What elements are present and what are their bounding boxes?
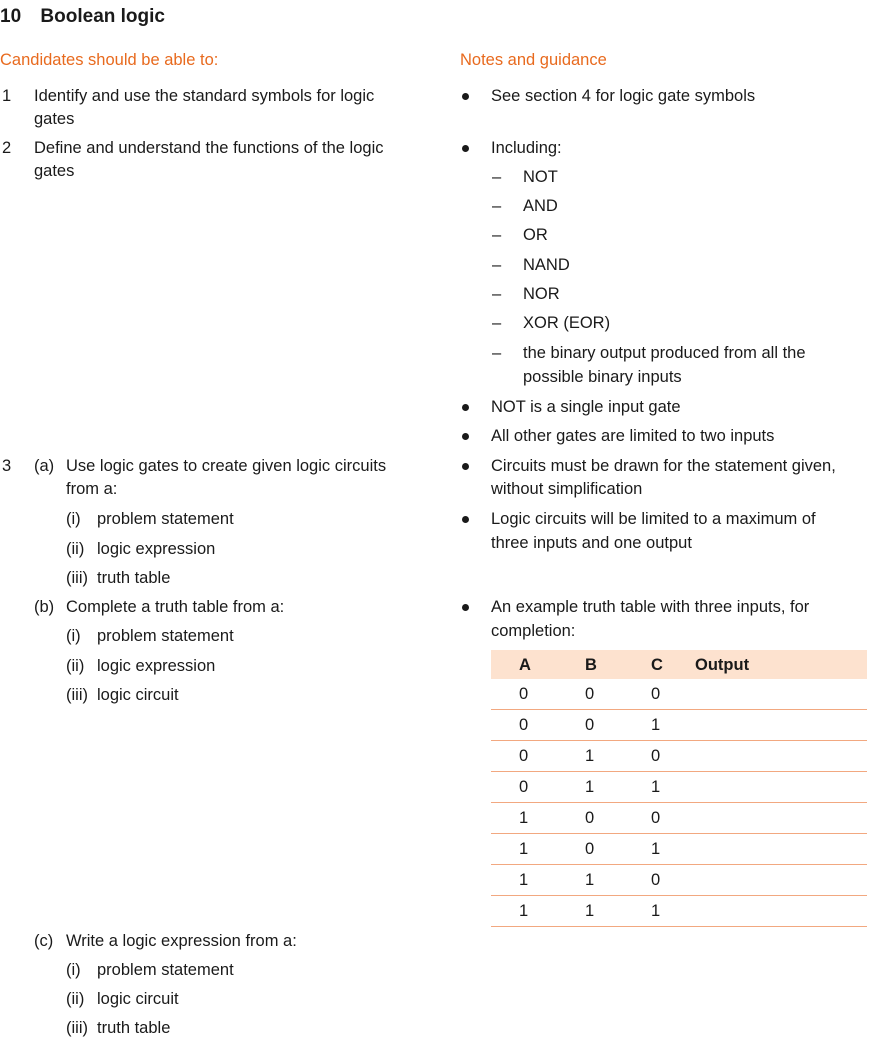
note-text: All other gates are limited to two inputs bbox=[491, 427, 775, 445]
bullet-icon bbox=[462, 516, 469, 523]
dash-icon: – bbox=[492, 344, 502, 362]
dash-icon: – bbox=[492, 226, 502, 244]
sub-item-label: (b) bbox=[34, 598, 55, 616]
gate-item: NOR bbox=[523, 285, 560, 303]
sub-sub-label: (i) bbox=[66, 961, 81, 979]
sub-item-text: from a: bbox=[66, 480, 118, 498]
header-cell: A bbox=[491, 650, 557, 679]
note-text: Logic circuits will be limited to a maximum of bbox=[491, 510, 816, 528]
objective-text-line: Define and understand the functions of the logic bbox=[34, 139, 384, 157]
table-row bbox=[491, 803, 867, 834]
sub-sub-label: (iii) bbox=[66, 686, 88, 704]
objective-text-line: Identify and use the standard symbols for logic bbox=[34, 87, 375, 105]
left-column-heading: Candidates should be able to: bbox=[0, 51, 219, 69]
output-cell bbox=[673, 710, 867, 741]
sub-sub-text: problem statement bbox=[97, 961, 234, 979]
gate-item: the binary output produced from all the bbox=[523, 344, 806, 362]
dash-icon: – bbox=[492, 197, 502, 215]
table-cell: 1 bbox=[623, 772, 673, 803]
objective-text-line: gates bbox=[34, 110, 75, 128]
table-cell: 1 bbox=[623, 710, 673, 741]
table-cell: 0 bbox=[557, 710, 623, 741]
sub-sub-label: (ii) bbox=[66, 540, 85, 558]
right-column-heading: Notes and guidance bbox=[460, 51, 607, 69]
output-cell bbox=[673, 679, 867, 710]
gate-item: AND bbox=[523, 197, 558, 215]
note-text: completion: bbox=[491, 622, 576, 640]
table-cell: 1 bbox=[557, 772, 623, 803]
section-title-text: Boolean logic bbox=[40, 6, 165, 27]
truth-table bbox=[491, 650, 867, 927]
output-cell bbox=[673, 896, 867, 927]
table-cell: 0 bbox=[623, 679, 673, 710]
table-cell: 1 bbox=[557, 865, 623, 896]
note-text: An example truth table with three inputs, for bbox=[491, 598, 810, 616]
table-cell: 0 bbox=[491, 679, 557, 710]
table-cell: 1 bbox=[491, 865, 557, 896]
table-row bbox=[491, 772, 867, 803]
table-cell: 1 bbox=[623, 896, 673, 927]
sub-sub-text: logic expression bbox=[97, 657, 216, 675]
dash-icon: – bbox=[492, 168, 502, 186]
table-cell: 1 bbox=[557, 896, 623, 927]
note-text: without simplification bbox=[491, 480, 643, 498]
table-cell: 0 bbox=[557, 834, 623, 865]
sub-sub-text: logic circuit bbox=[97, 686, 179, 704]
bullet-icon bbox=[462, 145, 469, 152]
table-cell: 0 bbox=[557, 679, 623, 710]
table-cell: 0 bbox=[557, 803, 623, 834]
truth-table-header-row bbox=[491, 650, 867, 679]
sub-sub-label: (ii) bbox=[66, 990, 85, 1008]
sub-sub-text: logic expression bbox=[97, 540, 216, 558]
output-cell bbox=[673, 834, 867, 865]
sub-sub-text: logic circuit bbox=[97, 990, 179, 1008]
objective-number: 1 bbox=[2, 87, 12, 105]
bullet-icon bbox=[462, 463, 469, 470]
note-text: Circuits must be drawn for the statement given, bbox=[491, 457, 836, 475]
table-row bbox=[491, 741, 867, 772]
gate-item: possible binary inputs bbox=[523, 368, 682, 386]
section-title bbox=[0, 5, 165, 29]
table-row bbox=[491, 896, 867, 927]
output-cell bbox=[673, 741, 867, 772]
gate-item: NOT bbox=[523, 168, 558, 186]
header-cell: C bbox=[623, 650, 673, 679]
note-text: See section 4 for logic gate symbols bbox=[491, 87, 756, 105]
table-row bbox=[491, 679, 867, 710]
section-number: 10 bbox=[0, 6, 22, 27]
table-cell: 0 bbox=[623, 741, 673, 772]
objective-number: 3 bbox=[2, 457, 12, 475]
sub-sub-text: problem statement bbox=[97, 510, 234, 528]
sub-sub-label: (i) bbox=[66, 510, 81, 528]
output-cell bbox=[673, 772, 867, 803]
sub-sub-label: (iii) bbox=[66, 569, 88, 587]
sub-item-text: Use logic gates to create given logic circuits bbox=[66, 457, 387, 475]
table-cell: 0 bbox=[623, 865, 673, 896]
note-text: three inputs and one output bbox=[491, 534, 692, 552]
table-cell: 0 bbox=[491, 710, 557, 741]
bullet-icon bbox=[462, 93, 469, 100]
sub-sub-text: truth table bbox=[97, 1019, 171, 1037]
sub-item-text: Complete a truth table from a: bbox=[66, 598, 285, 616]
bullet-icon bbox=[462, 404, 469, 411]
gate-item: NAND bbox=[523, 256, 570, 274]
table-row bbox=[491, 865, 867, 896]
table-row bbox=[491, 834, 867, 865]
sub-item-text: Write a logic expression from a: bbox=[66, 932, 297, 950]
dash-icon: – bbox=[492, 285, 502, 303]
sub-sub-text: problem statement bbox=[97, 627, 234, 645]
header-cell: B bbox=[557, 650, 623, 679]
sub-sub-label: (iii) bbox=[66, 1019, 88, 1037]
note-text: Including: bbox=[491, 139, 562, 157]
header-cell: Output bbox=[673, 650, 867, 679]
table-cell: 0 bbox=[491, 741, 557, 772]
sub-sub-label: (ii) bbox=[66, 657, 85, 675]
objective-text-line: gates bbox=[34, 162, 75, 180]
table-cell: 1 bbox=[491, 896, 557, 927]
sub-item-label: (c) bbox=[34, 932, 54, 950]
output-cell bbox=[673, 803, 867, 834]
sub-sub-label: (i) bbox=[66, 627, 81, 645]
table-cell: 1 bbox=[491, 834, 557, 865]
sub-item-label: (a) bbox=[34, 457, 55, 475]
output-cell bbox=[673, 865, 867, 896]
table-cell: 1 bbox=[491, 803, 557, 834]
gate-item: XOR (EOR) bbox=[523, 314, 611, 332]
gate-item: OR bbox=[523, 226, 548, 244]
table-cell: 1 bbox=[557, 741, 623, 772]
bullet-icon bbox=[462, 433, 469, 440]
table-cell: 0 bbox=[491, 772, 557, 803]
objective-number: 2 bbox=[2, 139, 12, 157]
bullet-icon bbox=[462, 604, 469, 611]
table-cell: 0 bbox=[623, 803, 673, 834]
sub-sub-text: truth table bbox=[97, 569, 171, 587]
dash-icon: – bbox=[492, 314, 502, 332]
table-row bbox=[491, 710, 867, 741]
note-text: NOT is a single input gate bbox=[491, 398, 681, 416]
dash-icon: – bbox=[492, 256, 502, 274]
table-cell: 1 bbox=[623, 834, 673, 865]
